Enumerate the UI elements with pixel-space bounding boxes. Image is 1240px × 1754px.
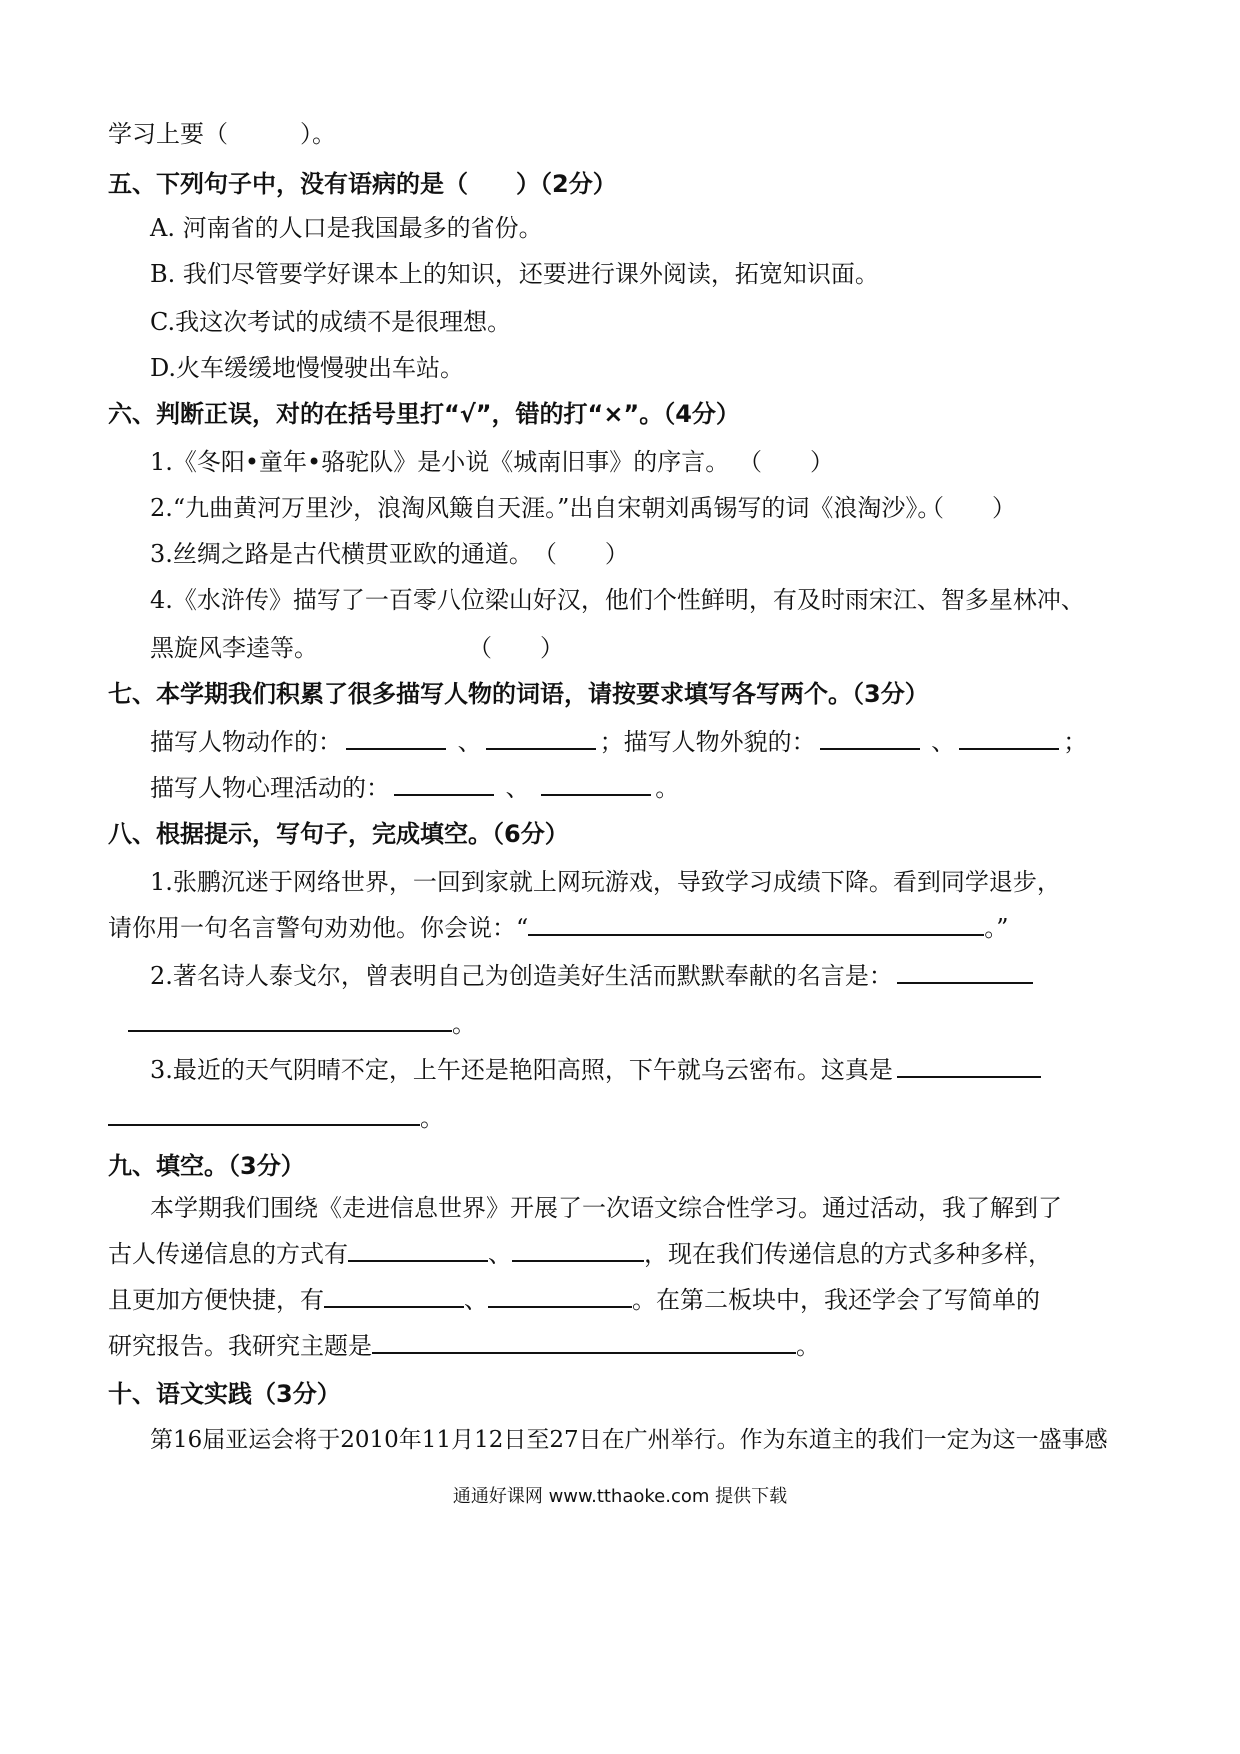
option-c: C.我这次考试的成绩不是很理想。: [150, 308, 512, 336]
option-a: A. 河南省的人口是我国最多的省份。: [150, 214, 543, 242]
label-action: 描写人物动作的：: [150, 728, 342, 756]
answer-paren-2[interactable]: （ ）: [920, 494, 1016, 522]
blank-mind-1[interactable]: [394, 772, 494, 796]
blank-ancient-1[interactable]: [348, 1238, 488, 1262]
section-8-title: 八、根据提示，写句子，完成填空。（6分）: [108, 820, 569, 848]
blank-modern-2[interactable]: [488, 1284, 632, 1308]
blank-quote-1[interactable]: [528, 912, 984, 936]
judge-item-3-text: 3.丝绸之路是古代横贯亚欧的通道。: [150, 540, 533, 568]
label-mind: 描写人物心理活动的：: [150, 774, 390, 802]
s9-line-3-end: 。在第二板块中，我还学会了写简单的: [632, 1286, 1040, 1314]
judge-item-1: [150, 446, 834, 478]
judge-item-4-line-1: 4.《水浒传》描写了一百零八位梁山好汉，他们个性鲜明，有及时雨宋江、智多星林冲、: [150, 586, 1085, 614]
period: 。: [452, 1010, 476, 1038]
blank-ancient-2[interactable]: [512, 1238, 644, 1262]
continued-text: 学习上要（ ）。: [108, 120, 336, 148]
answer-paren-1[interactable]: （ ）: [738, 448, 834, 476]
s9-line-3: [108, 1284, 1040, 1316]
semicolon: ；: [1063, 728, 1088, 756]
s8-q3-line-1: [150, 1054, 1045, 1086]
judge-item-3: [150, 538, 629, 570]
section-6-title: 六、判断正误，对的在括号里打“√”，错的打“×”。（4分）: [108, 400, 740, 428]
separator: 、: [457, 728, 482, 756]
section-7-title: 七、本学期我们积累了很多描写人物的词语，请按要求填写各写两个。（3分）: [108, 680, 929, 708]
s9-line-2-text: 古人传递信息的方式有: [108, 1240, 348, 1268]
section-9-title: 九、填空。（3分）: [108, 1152, 305, 1180]
s9-line-4: [108, 1330, 820, 1362]
s8-q1-end: 。”: [984, 914, 1009, 942]
blank-quote-2a[interactable]: [897, 960, 1033, 984]
s8-q1-line-2: [108, 912, 1009, 944]
s8-q3-text: 3.最近的天气阴晴不定，上午还是艳阳高照，下午就乌云密布。这真是: [150, 1056, 893, 1084]
page-footer: 通通好课网 www.tthaoke.com 提供下载: [452, 1486, 788, 1507]
judge-item-4: [150, 632, 564, 664]
blank-idiom-b[interactable]: [108, 1102, 420, 1126]
blank-quote-2b[interactable]: [128, 1008, 452, 1032]
s10-line-1: 第16届亚运会将于2010年11月12日至27日在广州举行。作为东道主的我们一定为这一盛事感: [150, 1427, 1108, 1453]
s9-line-3-text: 且更加方便快捷，有: [108, 1286, 324, 1314]
option-b: B. 我们尽管要学好课本上的知识，还要进行课外阅读，拓宽知识面。: [150, 260, 879, 288]
judge-item-4-text: 黑旋风李逵等。: [150, 634, 318, 662]
label-appearance: ；描写人物外貌的：: [599, 728, 816, 756]
s8-q1-line-1: 1.张鹏沉迷于网络世界，一回到家就上网玩游戏，导致学习成绩下降。看到同学退步，: [150, 868, 1061, 896]
separator: 、: [505, 774, 530, 802]
s8-q3-line-2: [108, 1102, 444, 1134]
s9-line-2: [108, 1238, 1052, 1270]
s8-q1-text: 请你用一句名言警句劝劝他。你会说：“: [108, 914, 529, 942]
period: 。: [796, 1332, 820, 1360]
section-5-title: 五、下列句子中，没有语病的是（ ）（2分）: [108, 170, 617, 198]
section-10-title: 十、语文实践（3分）: [108, 1380, 341, 1408]
s9-line-1: 本学期我们围绕《走进信息世界》开展了一次语文综合性学习。通过活动，我了解到了: [150, 1194, 1062, 1222]
blank-idiom-a[interactable]: [897, 1054, 1041, 1078]
separator: 、: [488, 1240, 512, 1268]
judge-item-1-text: 1.《冬阳•童年•骆驼队》是小说《城南旧事》的序言。: [150, 448, 730, 476]
separator: 、: [464, 1286, 488, 1314]
fill-row-1: [150, 726, 1087, 758]
judge-item-2-text: 2.“九曲黄河万里沙，浪淘风簸自天涯。”出自宋朝刘禹锡写的词《浪淘沙》。: [150, 494, 942, 522]
period: 。: [655, 774, 680, 802]
s8-q2-text: 2.著名诗人泰戈尔，曾表明自己为创造美好生活而默默奉献的名言是：: [150, 962, 893, 990]
blank-modern-1[interactable]: [324, 1284, 464, 1308]
blank-action-2[interactable]: [486, 726, 596, 750]
separator: 、: [931, 728, 956, 756]
blank-topic[interactable]: [372, 1330, 796, 1354]
blank-appearance-1[interactable]: [820, 726, 920, 750]
fill-row-2: [150, 772, 679, 804]
judge-item-2: [150, 492, 1016, 524]
answer-paren-3[interactable]: （ ）: [532, 540, 629, 568]
s8-q2-line-1: [150, 960, 1037, 992]
blank-mind-2[interactable]: [541, 772, 651, 796]
s9-line-4-text: 研究报告。我研究主题是: [108, 1332, 372, 1360]
answer-paren-4[interactable]: （ ）: [468, 634, 564, 662]
blank-action-1[interactable]: [346, 726, 446, 750]
s8-q2-line-2: [128, 1008, 476, 1040]
blank-appearance-2[interactable]: [959, 726, 1059, 750]
period: 。: [420, 1104, 444, 1132]
option-d: D.火车缓缓地慢慢驶出车站。: [150, 354, 465, 382]
s9-line-2-end: ，现在我们传递信息的方式多种多样，: [644, 1240, 1052, 1268]
